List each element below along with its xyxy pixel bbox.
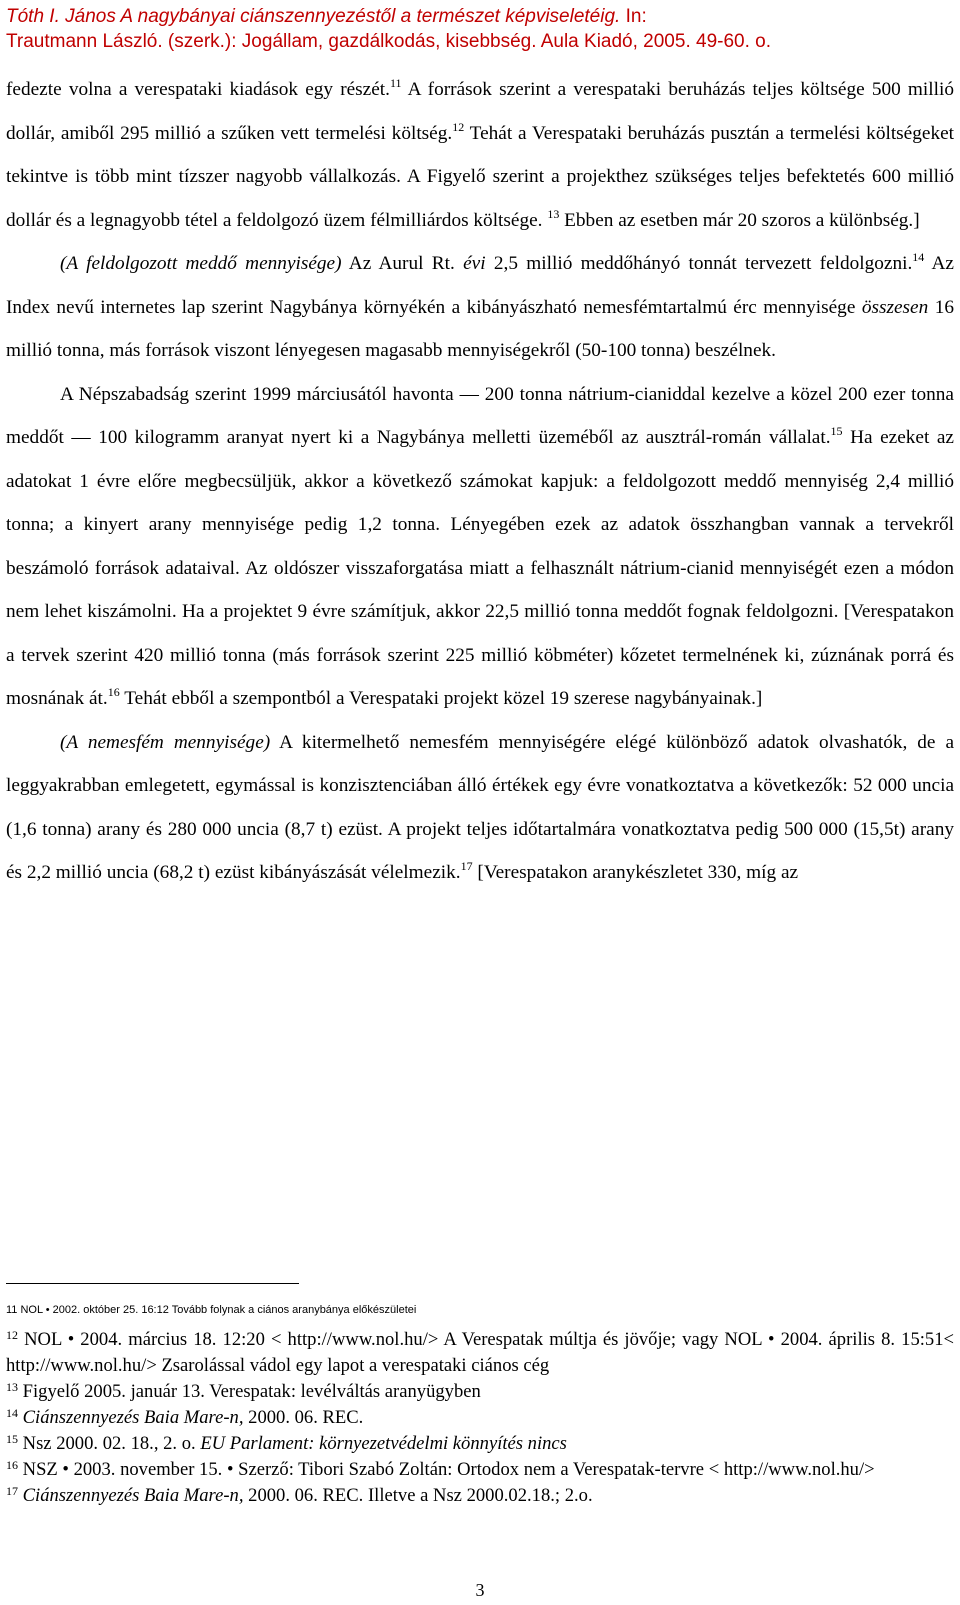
citation-in: In:: [620, 6, 647, 27]
text-run: Tehát ebből a szempontból a Verespataki projekt közel 19 szerese nagybányainak.]: [119, 688, 763, 709]
italic-run: évi: [463, 253, 486, 274]
italic-run: összesen: [861, 296, 929, 318]
footnote-text: NOL • 2004. március 18. 12:20 < http://www.nol.hu/> A Verespatak múltja és jövője; vagy NOL • 2004. április 8. 15:51< http://www.nol.hu/> Zsarolással vádol egy lapot a verespataki ciános cég: [6, 1329, 954, 1376]
footnote-number: 13: [6, 1380, 18, 1394]
footnote-ref-16[interactable]: 16: [107, 685, 120, 699]
footnote-16: [6, 1457, 954, 1483]
footnote-number: 12: [6, 1328, 18, 1342]
footnote-number: 14: [6, 1406, 18, 1420]
footnote-14: [6, 1405, 954, 1431]
footnote-text: 2000. 06. REC.: [243, 1407, 364, 1428]
footnote-number: 15: [6, 1432, 18, 1446]
text-run: A Népszabadság szerint 1999 márciusától havonta — 200 tonna nátrium-cianiddal kezelve a közel 200 ezer tonna meddőt — 100 kilogramm aranyat nyert ki a Nagybánya melletti üzeméből az ausztrál-román vállalat.: [6, 383, 954, 448]
section-heading: (A feldolgozott meddő mennyisége): [60, 253, 342, 274]
footnote-ref-12[interactable]: 12: [452, 119, 465, 134]
citation-header: [6, 4, 954, 54]
footnote-italic: EU Parlament: környezetvédelmi könnyítés nincs: [200, 1433, 567, 1454]
footnote-text: NSZ • 2003. november 15. • Szerző: Tibori Szabó Zoltán: Ortodox nem a Verespatak-tervre < http://www.nol.hu/>: [18, 1459, 875, 1480]
section-heading: (A nemesfém mennyisége): [60, 731, 271, 753]
footnote-italic: Ciánszennyezés Baia Mare-n,: [18, 1485, 244, 1506]
footnote-17: [6, 1483, 954, 1509]
footnote-number: 17: [6, 1484, 18, 1498]
footnote-number: 16: [6, 1458, 18, 1472]
text-run: 16 millió tonna, más források viszont lényegesen magasabb mennyiségekről (50-100 tonna) beszélnek.: [6, 296, 954, 361]
page-number: 3: [475, 1580, 485, 1600]
text-run: Tehát a Verespataki beruházás pusztán a termelési költségeket tekintve is több mint tízszer nagyobb vállalkozás. A Figyelő szerint a projekthez szükséges teljes befektetés 600 millió dollár és a legnagyobb tétel a feldolgozó üzem félmilliárdos költsége.: [6, 122, 954, 231]
text-run: 2,5 millió meddőhányó tonnát tervezett feldolgozni.: [485, 253, 913, 274]
footnote-text: 2000. 06. REC. Illetve a Nsz 2000.02.18.; 2.o.: [243, 1485, 593, 1506]
footnote-ref-14[interactable]: 14: [912, 250, 925, 264]
text-run: Ebben az esetben már 20 szoros a különbség.]: [559, 209, 920, 231]
footnote-13: [6, 1379, 954, 1405]
footnote-ref-17[interactable]: 17: [460, 859, 473, 873]
document-body: [6, 68, 954, 895]
text-run: fedezte volna a verespataki kiadások egy részét.: [6, 79, 390, 100]
text-run: Ha ezeket az adatokat 1 évre előre megbecsüljük, akkor a következő számokat kapjuk: a feldolgozott meddő mennyiség 2,4 millió tonna; a kinyert arany mennyisége pedig 1,2 tonna. Lényegében ezek az adatok összhangban vannak a tervekről beszámoló források adataival. Az oldószer visszaforgatása miatt a felhasznált nátrium-cianid mennyiségét ezen a módon nem lehet kiszámolni. Ha a projektet 9 évre számítjuk, akkor 22,5 millió tonna meddőt fognak feldolgozni. [Verespatakon a tervek szerint 420 millió tonna (más források szerint 225 millió köbméter) kőzetet termelnének ki, zúznának porrá és mosnának át.: [6, 427, 954, 709]
paragraph-1: [6, 68, 954, 242]
paragraph-3: [6, 373, 954, 721]
text-run: Az Index nevű internetes lap szerint Nagybánya környékén a kibányászható nemesfémtartalmú érc mennyisége: [6, 253, 954, 318]
paragraph-4: [6, 721, 954, 895]
footnote-separator: [6, 1283, 299, 1284]
footnote-ref-11[interactable]: 11: [389, 76, 402, 90]
footnote-italic: Ciánszennyezés Baia Mare-n,: [18, 1407, 244, 1428]
text-run: Az Aurul Rt.: [341, 253, 464, 274]
footnote-15: [6, 1431, 954, 1457]
text-run: A források szerint a verespataki beruházás teljes költsége 500 millió dollár, amiből 295 millió a szűken vett termelési költség.: [6, 79, 954, 144]
footnote-text: Figyelő 2005. január 13. Verespatak: levélváltás aranyügyben: [18, 1381, 481, 1402]
footnote-ref-15[interactable]: 15: [830, 424, 843, 438]
footnote-11: 11 NOL • 2002. október 25. 16:12 Tovább folynak a ciános aranybánya előkészületei: [6, 1304, 417, 1316]
citation-line-1: [6, 4, 954, 29]
text-run: A kitermelhető nemesfém mennyiségére elégé különböző adatok olvashatók, de a leggyakrabban emlegetett, egymással is konzisztenciában álló értékek egy évre vonatkoztatva a következők: 52 000 uncia (1,6 tonna) arany és 280 000 uncia (8,7 t) ezüst. A projekt teljes időtartalmára vonatkoztatva pedig 500 000 (15,5t) arany és 2,2 millió uncia (68,2 t) ezüst kibányászását vélelmezik.: [6, 731, 955, 883]
paragraph-2: [6, 242, 954, 373]
footnote-ref-13[interactable]: 13: [547, 206, 560, 221]
footnote-12: [6, 1327, 954, 1379]
citation-line-2: Trautmann László. (szerk.): Jogállam, gazdálkodás, kisebbség. Aula Kiadó, 2005. 49-60. o.: [6, 31, 772, 52]
text-run: [Verespatakon aranykészletet 330, míg az: [472, 862, 799, 883]
footnotes: [6, 1303, 954, 1509]
footnote-text: Nsz 2000. 02. 18., 2. o.: [18, 1433, 201, 1454]
citation-title: Tóth I. János A nagybányai ciánszennyezéstől a természet képviseletéig.: [6, 6, 621, 27]
